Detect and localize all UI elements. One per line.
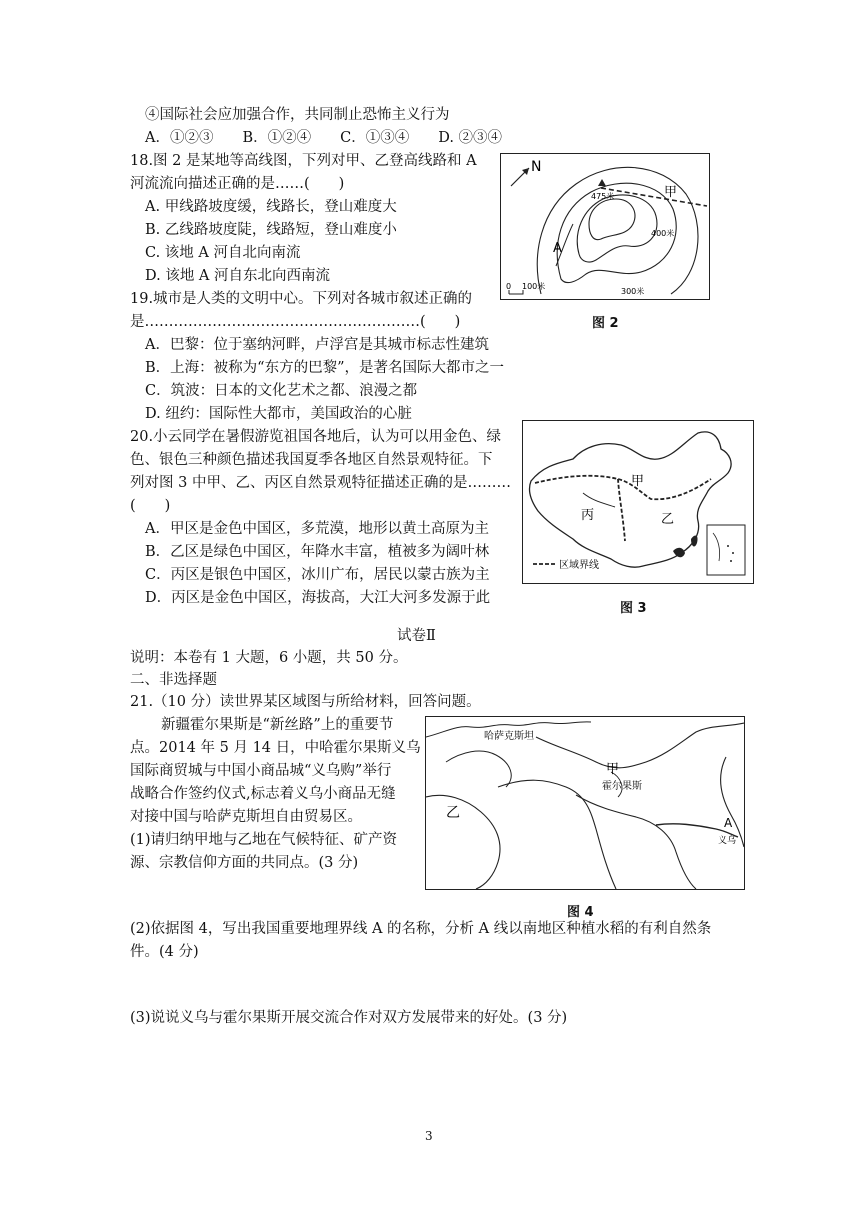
figure-3-caption: 图 3 xyxy=(620,601,647,616)
scale-100: 100米 xyxy=(522,282,546,291)
china-map-drawing xyxy=(523,421,753,583)
boundary-north xyxy=(535,476,711,499)
q21-part1-a: (1)请归纳甲地与乙地在气候特征、矿产资 xyxy=(130,832,398,848)
arabia-outline xyxy=(426,795,500,889)
label-a: A xyxy=(724,816,733,830)
label-yi: 乙 xyxy=(446,805,460,821)
boundary-west xyxy=(618,479,625,541)
q18-option-b: B. 乙线路坡度陡，线路短，登山难度小 xyxy=(145,222,397,238)
label-kazakhstan: 哈萨克斯坦 xyxy=(484,731,534,742)
contour-map-drawing xyxy=(501,154,709,299)
contour-300-label: 300米 xyxy=(621,287,645,296)
q20-option-a: A．甲区是金色中国区，多荒漠，地形以黄土高原为主 xyxy=(145,521,489,537)
route-jia xyxy=(601,188,707,206)
contour-top xyxy=(589,199,635,240)
island-hainan xyxy=(673,548,685,557)
label-jia: 甲 xyxy=(606,762,620,777)
q18-stem-2: 河流流向描述正确的是……( ) xyxy=(130,176,345,192)
q20-stem-1: 20.小云同学在暑假游览祖国各地后，认为可以用金色、绿 xyxy=(130,429,502,445)
q21-stem: 21.（10 分）读世界某区域图与所给材料，回答问题。 xyxy=(130,694,481,710)
q18-option-d: D. 该地 A 河自东北向西南流 xyxy=(145,268,331,284)
figure-4-region-map xyxy=(425,716,745,890)
peak-marker xyxy=(598,179,606,186)
scale-bar xyxy=(509,290,523,294)
q20-stem-3: 列对图 3 中甲、乙、丙区自然景观特征描述正确的是……… xyxy=(130,475,511,491)
figure-4-caption: 图 4 xyxy=(567,905,594,920)
q21-material-1: 新疆霍尔果斯是“新丝路”上的重要节 xyxy=(161,717,394,733)
q21-part2-a: (2)依据图 4，写出我国重要地理界线 A 的名称，分析 A 线以南地区种植水稻的有利自然条 xyxy=(130,921,712,937)
south-sea-inset xyxy=(707,525,745,575)
q19-stem-1: 19.城市是人类的文明中心。下列对各城市叙述正确的 xyxy=(130,291,473,307)
q21-material-3: 国际商贸城与中国小商品城“义乌购”举行 xyxy=(130,763,392,779)
q20-option-b: B．乙区是绿色中国区，年降水丰富，植被多为阔叶林 xyxy=(145,544,490,560)
q21-material-4: 战略合作签约仪式,标志着义乌小商品无缝 xyxy=(130,786,396,802)
coastline-east xyxy=(721,757,744,847)
q21-part2-b: 件。(4 分) xyxy=(130,944,199,960)
q17-options: A．①②③ B．①②④ C．①③④ D. ②③④ xyxy=(145,130,503,146)
part-2-note: 说明：本卷有 1 大题，6 小题，共 50 分。 xyxy=(130,650,408,666)
china-north-border xyxy=(536,723,744,768)
label-jia: 甲 xyxy=(631,474,645,489)
q20-option-d: D．丙区是金色中国区，海拔高，大江大河多发源于此 xyxy=(145,590,491,606)
label-bing: 丙 xyxy=(581,508,595,523)
legend-label: 区域界线 xyxy=(559,560,599,571)
q19-option-c: C．筑波：日本的文化艺术之都、浪漫之都 xyxy=(145,383,418,399)
scale-zero: 0 xyxy=(506,282,512,291)
q20-option-c: C．丙区是银色中国区，冰川广布，居民以蒙古族为主 xyxy=(145,567,490,583)
q21-material-2: 点。2014 年 5 月 14 日，中哈霍尔果斯义乌 xyxy=(130,740,421,756)
label-yiwu: 义乌 xyxy=(718,836,737,846)
q18-option-c: C. 该地 A 河自北向南流 xyxy=(145,245,301,261)
peak-elevation-label: 475米 xyxy=(591,192,615,201)
island-taiwan xyxy=(691,536,698,547)
q17-item4: ④国际社会应加强合作，共同制止恐怖主义行为 xyxy=(145,107,450,123)
label-jia: 甲 xyxy=(664,185,678,200)
label-yi: 乙 xyxy=(661,512,675,527)
section-heading: 二、非选择题 xyxy=(130,672,217,688)
q19-option-a: A．巴黎：位于塞纳河畔，卢浮宫是其城市标志性建筑 xyxy=(145,337,489,353)
figure-2-contour-map xyxy=(500,153,710,300)
river-line xyxy=(583,493,615,507)
q21-part1-b: 源、宗教信仰方面的共同点。(3 分) xyxy=(130,855,359,871)
china-outline xyxy=(529,432,731,567)
label-horgos: 霍尔果斯 xyxy=(602,781,642,792)
figure-3-china-map xyxy=(522,420,754,584)
q18-stem-1: 18.图 2 是某地等高线图，下列对甲、乙登高线路和 A xyxy=(130,153,477,169)
river-a-label: A xyxy=(553,241,562,256)
q20-stem-2: 色、银色三种颜色描述我国夏季各地区自然景观特征。下 xyxy=(130,452,493,468)
q21-part3: (3)说说义乌与霍尔果斯开展交流合作对双方发展带来的好处。(3 分) xyxy=(130,1010,568,1026)
q18-option-a: A. 甲线路坡度缓，线路长，登山难度大 xyxy=(145,199,397,215)
q21-material-5: 对接中国与哈萨克斯坦自由贸易区。 xyxy=(130,809,362,825)
figure-2-caption: 图 2 xyxy=(592,316,619,331)
part-2-title: 试卷Ⅱ xyxy=(397,628,436,644)
q19-option-d: D. 纽约：国际性大都市，美国政治的心脏 xyxy=(145,406,412,422)
page-number: 3 xyxy=(425,1129,433,1143)
region-map-drawing xyxy=(426,717,744,889)
north-label: N xyxy=(531,159,542,175)
contour-400-label: 400米 xyxy=(651,229,675,238)
q19-stem-2: 是…………………………………………………( ) xyxy=(130,314,461,330)
q19-option-b: B．上海：被称为“东方的巴黎”，是著名国际大都市之一 xyxy=(145,360,504,376)
q20-stem-4: ( ) xyxy=(130,498,171,514)
